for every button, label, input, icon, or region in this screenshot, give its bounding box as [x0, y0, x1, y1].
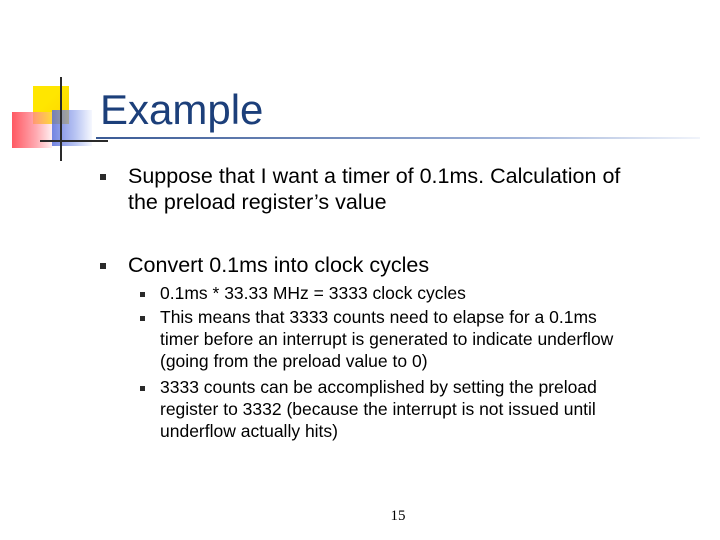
sub-bullet-marker-1	[140, 292, 145, 297]
slide-title: Example	[100, 86, 264, 133]
sub-bullet-3-line-2: register to 3332 (because the interrupt is not issued until	[160, 399, 596, 419]
sub-bullet-marker-2	[140, 316, 145, 321]
logo-horizontal-line	[40, 140, 108, 142]
title-logo-decoration	[0, 0, 110, 170]
logo-red-square	[12, 112, 52, 148]
bullet-2-line-1: Convert 0.1ms into clock cycles	[128, 253, 430, 277]
title-underline	[96, 137, 700, 139]
logo-vertical-line	[60, 77, 62, 161]
sub-bullet-2-line-3: (going from the preload value to 0)	[160, 351, 428, 371]
sub-bullet-3-line-3: underflow actually hits)	[160, 421, 338, 441]
sub-bullet-2-line-2: timer before an interrupt is generated to indicate underflow	[160, 329, 614, 349]
bullet-1-line-1: Suppose that I want a timer of 0.1ms. Calculation of	[128, 164, 621, 188]
page-number: 15	[390, 508, 406, 524]
sub-bullet-2-line-1: This means that 3333 counts need to elapse for a 0.1ms	[160, 307, 597, 327]
sub-bullet-1-line-1: 0.1ms * 33.33 MHz = 3333 clock cycles	[160, 283, 466, 303]
sub-bullet-3-line-1: 3333 counts can be accomplished by setting the preload	[160, 377, 597, 397]
bullet-marker-2	[100, 263, 106, 269]
sub-bullet-marker-3	[140, 386, 145, 391]
bullet-1-line-2: the preload register’s value	[128, 190, 387, 214]
bullet-marker-1	[100, 174, 106, 180]
